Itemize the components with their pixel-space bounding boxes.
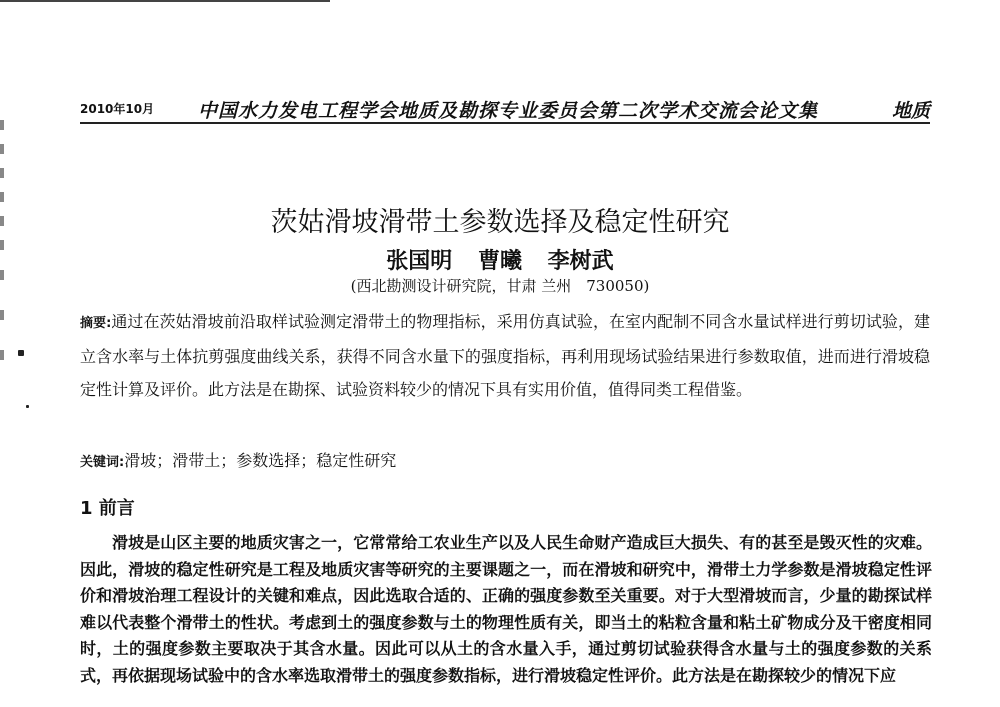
- running-header: [80, 96, 930, 122]
- abstract: [80, 305, 930, 406]
- header-date: 2010年10月: [80, 102, 155, 116]
- author-name: 李树武: [547, 248, 614, 274]
- scan-top-line: [0, 0, 330, 2]
- keywords-text: 滑坡；滑带土；参数选择；稳定性研究: [124, 451, 397, 470]
- keywords-label: 关键词:: [80, 455, 125, 470]
- section-paragraph: 滑坡是山区主要的地质灾害之一，它常常给工农业生产以及人民生命财产造成巨大损失、有的甚至是毁灭性的灾难。因此，滑坡的稳定性研究是工程及地质灾害等研究的主要课题之一，而在滑坡和研究中，滑带土力学参数是滑坡稳定性评价和滑坡治理工程设计的关键和难点，因此选取合适的、正确的强度参数至关重要。对于大型滑坡而言，少量的勘探试样难以代表整个滑带土的性状。考虑到土的强度参数与土的物理性质有关，即当土的粘粒含量和粘土矿物成分及干密度相同时，土的强度参数主要取决于其含水量。因此可以从土的含水量入手，通过剪切试验获得含水量与土的强度参数的关系式，再依据现场试验中的含水率选取滑带土的强度参数指标，进行滑坡稳定性评价。此方法是在勘探较少的情况下应: [80, 533, 932, 685]
- abstract-label: 摘要:: [80, 316, 112, 331]
- scan-speck: [18, 350, 24, 356]
- affiliation: (西北勘测设计研究院，甘肃 兰州 730050): [350, 277, 650, 295]
- author-name: 张国明: [386, 248, 453, 274]
- paper-title: 茨姑滑坡滑带土参数选择及稳定性研究: [270, 207, 730, 238]
- author-name: 曹曦: [477, 248, 522, 274]
- header-section: 地质: [891, 100, 930, 122]
- abstract-text: 通过在茨姑滑坡前沿取样试验测定滑带土的物理指标，采用仿真试验，在室内配制不同含水量试样进行剪切试验，建立含水率与土体抗剪强度曲线关系，获得不同含水量下的强度指标，再利用现场试验结果进行参数取值，进而进行滑坡稳定性计算及评价。此方法是在勘探、试验资料较少的情况下具有实用价值，值得同类工程借鉴。: [80, 312, 930, 399]
- header-journal-title: 中国水力发电工程学会地质及勘探专业委员会第二次学术交流会论文集: [198, 100, 819, 122]
- authors: [0, 244, 1000, 275]
- scan-speck: [26, 405, 29, 408]
- header-rule: [80, 122, 930, 124]
- keywords: [80, 448, 930, 471]
- section-heading: 1 前言: [80, 498, 135, 519]
